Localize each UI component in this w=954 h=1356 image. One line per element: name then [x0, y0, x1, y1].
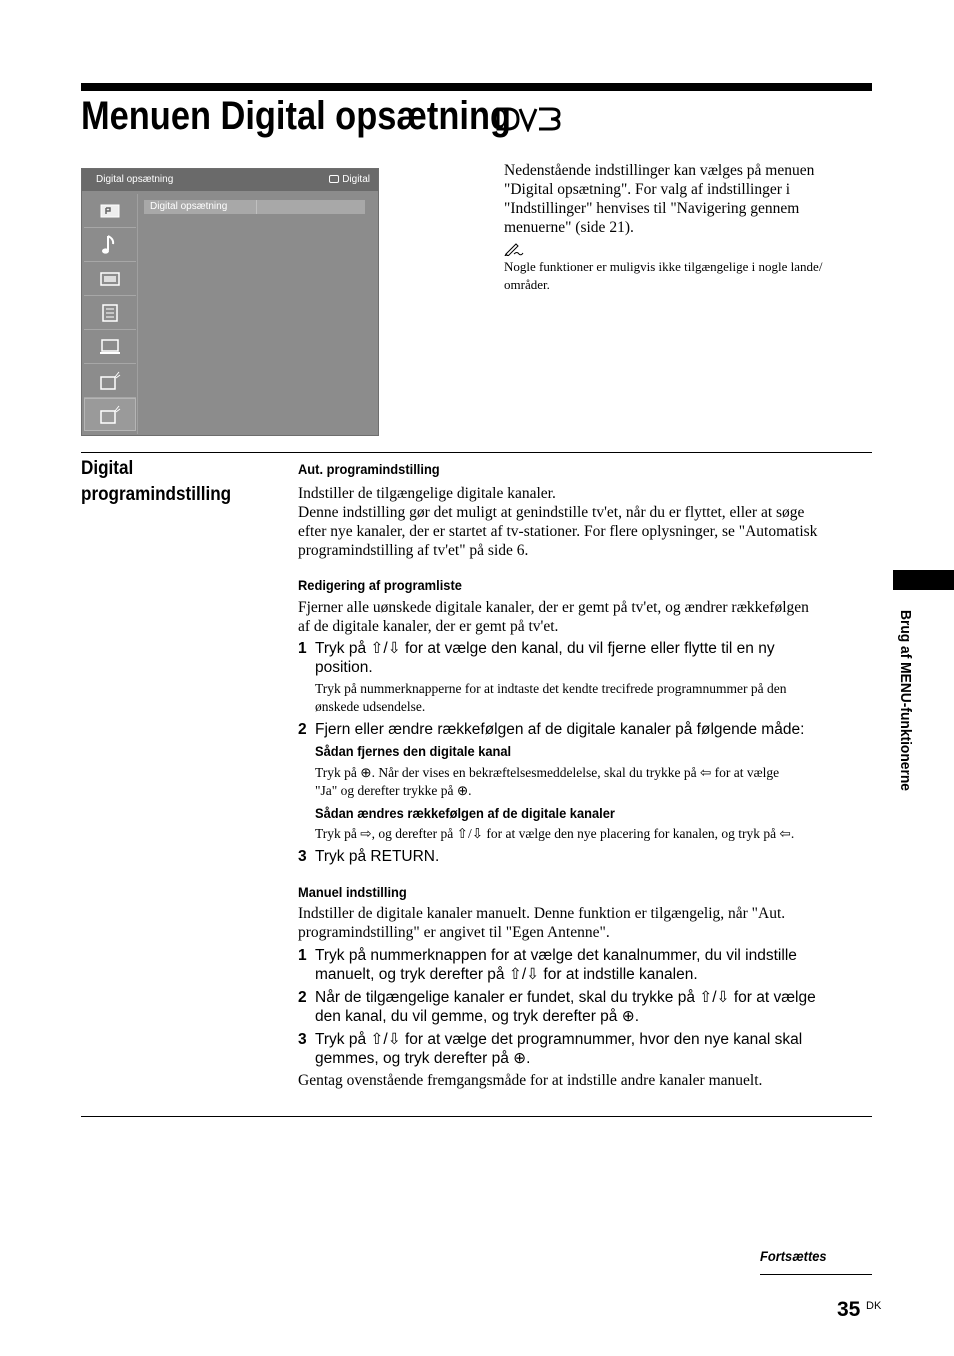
side-tab-label — [894, 610, 914, 850]
step-text: Tryk på RETURN. — [315, 848, 440, 865]
step-number: 2 — [298, 989, 307, 1006]
tv-menu-header — [82, 169, 378, 191]
step-text: Fjern eller ændre rækkefølgen af de digitale kanaler på følgende måde: — [315, 721, 805, 738]
intro-text — [504, 161, 876, 237]
edit-line: af de digitale kanaler, der er gemt på tv'et. — [298, 618, 559, 635]
tv-menu-screenshot — [81, 168, 379, 436]
screen-icon — [84, 262, 136, 296]
step-line: Tryk på nummerknappen for at vælge det kanalnummer, du vil indstille — [315, 947, 797, 964]
top-rule — [81, 83, 872, 91]
aut-line: Denne indstilling gør det muligt at genindstille tv'et, når du er flyttet, eller at søge — [298, 504, 805, 521]
step-line: Når de tilgængelige kanaler er fundet, skal du trykke på ⇧/⇩ for at vælge — [315, 989, 816, 1006]
manual-heading: Manuel indstilling — [298, 884, 407, 900]
tv-menu-selected-label: Digital opsætning — [150, 201, 228, 212]
edit-step-2 — [298, 720, 878, 740]
step-text — [315, 1030, 802, 1068]
note-line: områder. — [504, 277, 550, 292]
tv-menu-selected-item — [144, 200, 365, 214]
section-bottom-rule — [81, 1116, 872, 1117]
section-heading-line: programindstilling — [81, 484, 232, 505]
continues-label: Fortsættes — [760, 1248, 827, 1264]
step-note-line: Tryk på nummerknapperne for at indtaste det kendte trecifrede programnummer på den — [315, 681, 787, 696]
side-tab-text: Brug af MENU-funktionerne — [897, 610, 914, 791]
step-line: manuelt, og tryk derefter på ⇧/⇩ for at indstille kanalen. — [315, 966, 698, 983]
reorder-text: Tryk på ⇨, og derefter på ⇧/⇩ for at vælge den nye placering for kanalen, og tryk på ⇦. — [315, 826, 795, 841]
intro-line: menuerne" (side 21). — [504, 219, 634, 236]
digital-setup-icon — [84, 398, 136, 431]
remove-text — [315, 764, 877, 800]
analog-setup-icon — [84, 364, 136, 398]
step-number: 1 — [298, 947, 307, 964]
manual-step-1 — [298, 946, 878, 986]
aut-body — [298, 484, 878, 560]
aut-line: programindstilling af tv'et" på side 6. — [298, 542, 529, 559]
step-text — [315, 639, 775, 677]
tv-sidebar-separator — [137, 194, 138, 434]
tv-menu-header-input — [329, 174, 370, 185]
note-text — [504, 258, 876, 294]
step-note-line: ønskede udsendelse. — [315, 699, 426, 714]
page-number: 35 — [837, 1298, 861, 1321]
edit-body — [298, 598, 878, 636]
step-line: position. — [315, 659, 373, 676]
step-text — [315, 946, 797, 984]
page-language: DK — [866, 1300, 882, 1312]
aut-line: efter nye kanaler, der er startet af tv-stationer. For flere oplysninger, se "Automatisk — [298, 523, 818, 540]
manual-line: Indstiller de digitale kanaler manuelt. Denne funktion er tilgængelig, når "Aut. — [298, 905, 786, 922]
picture-icon — [84, 194, 136, 228]
step-number: 2 — [298, 721, 307, 738]
step-text — [315, 988, 816, 1026]
pc-icon — [84, 330, 136, 364]
tv-menu-header-title: Digital opsætning — [96, 174, 174, 185]
edit-step-3 — [298, 847, 878, 867]
step-number: 1 — [298, 640, 307, 657]
step-number: 3 — [298, 1031, 307, 1048]
dvb-logo — [496, 106, 562, 137]
step-number: 3 — [298, 848, 307, 865]
aut-line: Indstiller de tilgængelige digitale kanaler. — [298, 485, 556, 502]
intro-line: "Digital opsætning". For valg af indstillinger i — [504, 181, 791, 198]
tv-input-icon — [329, 175, 339, 183]
edit-step-1-note — [315, 680, 877, 716]
sound-icon — [84, 228, 136, 262]
step-line: den kanal, du vil gemme, og tryk derefter på ⊕. — [315, 1008, 640, 1025]
tv-menu-sidebar — [84, 194, 136, 434]
continues-rule — [760, 1274, 872, 1275]
section-heading-line: Digital — [81, 458, 134, 479]
manual-footer-line: Gentag ovenstående fremgangsmåde for at indstille andre kanaler manuelt. — [298, 1072, 763, 1089]
section-top-rule — [81, 452, 872, 453]
tv-menu-item-divider — [256, 200, 257, 214]
remove-line: "Ja" og derefter trykke på ⊕. — [315, 783, 472, 798]
manual-line: programindstilling" er angivet til "Egen Antenne". — [298, 924, 610, 941]
section-heading — [81, 456, 231, 508]
page-title: Menuen Digital opsætning — [81, 94, 511, 138]
aut-heading: Aut. programindstilling — [298, 461, 440, 477]
edit-heading: Redigering af programliste — [298, 577, 462, 593]
note-line: Nogle funktioner er muligvis ikke tilgængelige i nogle lande/ — [504, 259, 823, 274]
edit-step-1 — [298, 639, 878, 679]
step-line: Tryk på ⇧/⇩ for at vælge den kanal, du vil fjerne eller flytte til en ny — [315, 640, 775, 657]
manual-body — [298, 904, 878, 942]
remove-line: Tryk på ⊕. Når der vises en bekræftelsesmeddelelse, skal du trykke på ⇦ for at vælge — [315, 765, 780, 780]
tv-menu-header-right: Digital — [342, 174, 370, 185]
reorder-heading: Sådan ændres rækkefølgen af de digitale kanaler — [315, 805, 615, 821]
step-line: Tryk på ⇧/⇩ for at vælge det programnummer, hvor den nye kanal skal — [315, 1031, 803, 1048]
manual-step-2 — [298, 988, 878, 1028]
manual-step-3 — [298, 1030, 878, 1070]
setup-icon — [84, 296, 136, 330]
side-tab-marker — [893, 570, 954, 590]
intro-line: "Indstillinger" henvises til "Navigering gennem — [504, 200, 800, 217]
step-line: gemmes, og tryk derefter på ⊕. — [315, 1050, 531, 1067]
edit-line: Fjerner alle uønskede digitale kanaler, der er gemt på tv'et, og ændrer rækkefølgen — [298, 599, 809, 616]
remove-heading: Sådan fjernes den digitale kanal — [315, 743, 512, 759]
intro-line: Nedenstående indstillinger kan vælges på menuen — [504, 162, 815, 179]
